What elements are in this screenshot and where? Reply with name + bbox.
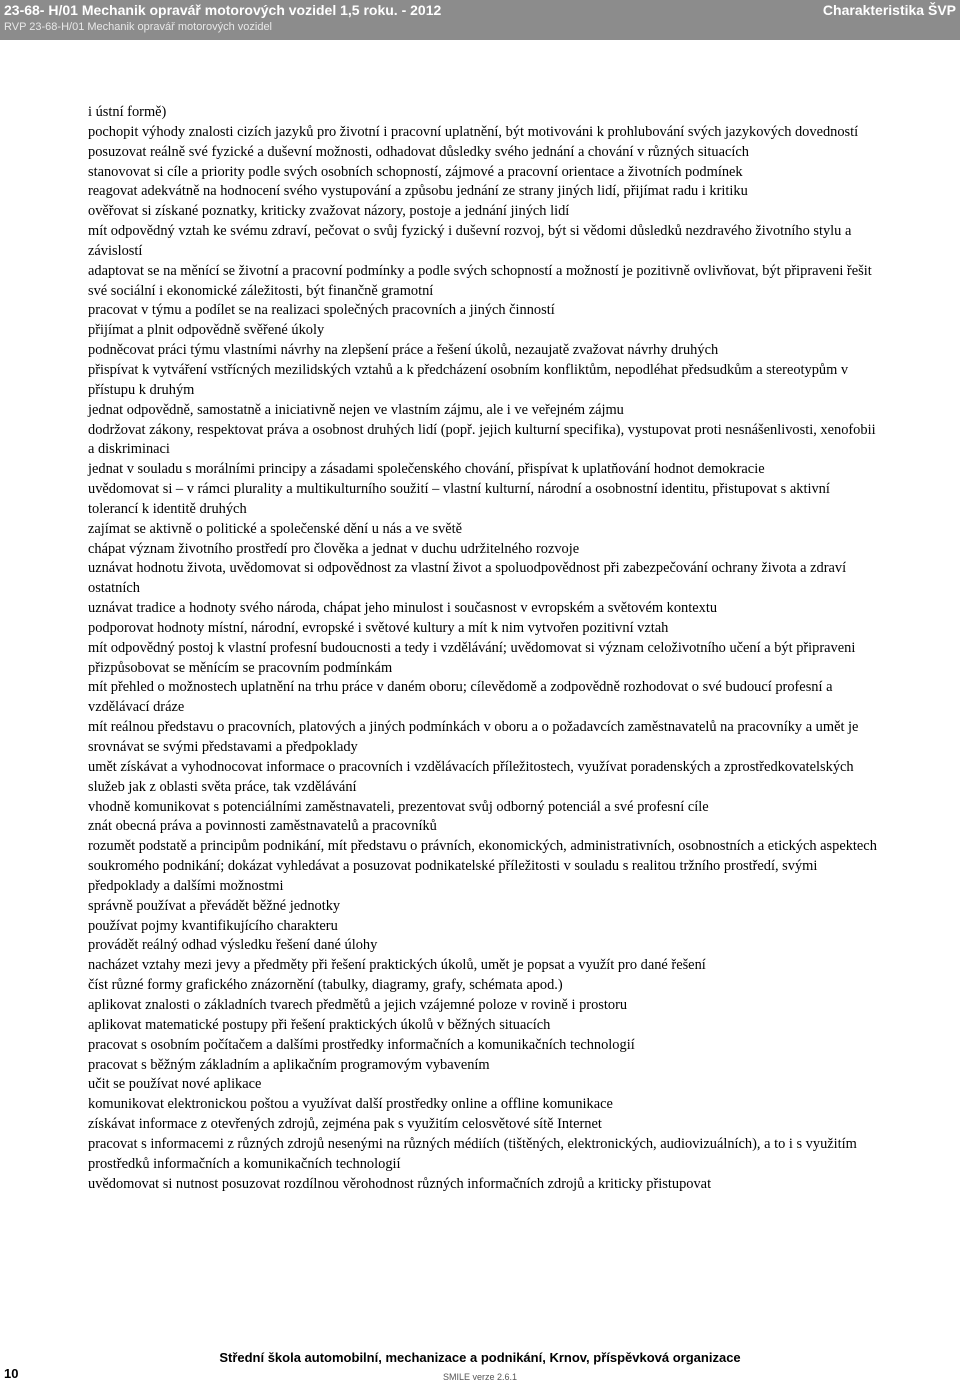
list-item: nacházet vztahy mezi jevy a předměty při řešení praktických úkolů, umět je popsat a využít pro dané řešení <box>88 957 706 974</box>
document-subtitle: RVP 23-68-H/01 Mechanik opravář motorových vozidel <box>4 21 273 33</box>
list-item: posuzovat reálně své fyzické a duševní možnosti, odhadovat důsledky svého jednání a chování v různých situacích <box>88 143 749 160</box>
list-item: přispívat k vytváření vstřícných mezilidských vztahů a k předcházení osobním konfliktům, nepodléhat předsudkům a stereotypům v přístupu k druhým <box>88 361 849 398</box>
list-item: i ústní formě) <box>88 104 167 120</box>
list-item: komunikovat elektronickou poštou a využívat další prostředky online a offline komunikace <box>88 1096 613 1113</box>
page-number: 10 <box>4 1366 19 1381</box>
list-item: uznávat tradice a hodnoty svého národa, chápat jeho minulost i současnost v evropském a světovém kontextu <box>88 600 718 617</box>
list-item: uvědomovat si nutnost posuzovat rozdílnou věrohodnost různých informačních zdrojů a kriticky přistupovat <box>88 1175 712 1192</box>
list-item: mít odpovědný vztah ke svému zdraví, pečovat o svůj fyzický i duševní rozvoj, být si vědomi důsledků nezdravého životního stylu a závislostí <box>88 223 852 259</box>
section-title: Charakteristika ŠVP <box>822 2 956 18</box>
software-version: SMILE verze 2.6.1 <box>442 1372 518 1382</box>
list-item: pracovat s běžným základním a aplikačním programovým vybavením <box>88 1056 490 1073</box>
list-item: rozumět podstatě a principům podnikání, mít představu o právních, ekonomických, administrativních, osobnostních a etických aspektech soukromého podnikání; dokázat vyhledávat a posuzovat podnikatelské příležitosti v souladu s realitou tržního prostředí, svými předpoklady a dalšími možnostmi <box>88 838 877 894</box>
list-item: provádět reálný odhad výsledku řešení dané úlohy <box>88 937 378 954</box>
list-item: správně používat a převádět běžné jednotky <box>88 897 341 914</box>
list-item: aplikovat znalosti o základních tvarech předmětů a jejich vzájemné poloze v rovině i prostoru <box>88 996 628 1013</box>
list-item: podporovat hodnoty místní, národní, evropské i světové kultury a mít k nim vytvořen pozitivní vztah <box>88 619 669 636</box>
list-item: jednat odpovědně, samostatně a iniciativně nejen ve vlastním zájmu, ale i ve veřejném zájmu <box>88 401 624 418</box>
list-item: adaptovat se na měnící se životní a pracovní podmínky a podle svých schopností a možností je pozitivně ovlivňovat, být připraveni řešit své sociální i ekonomické záležitosti, být finančně gramotní <box>88 262 872 299</box>
list-item: znát obecná práva a povinnosti zaměstnavatelů a pracovníků <box>88 818 437 835</box>
list-item: mít přehled o možnostech uplatnění na trhu práce v daném oboru; cílevědomě a zodpovědně rozhodovat o své budoucí profesní a vzdělávací dráze <box>88 679 833 716</box>
list-item: uznávat hodnotu života, uvědomovat si odpovědnost za vlastní život a spoluodpovědnost při zabezpečování ochrany života a zdraví ostatních <box>88 560 847 597</box>
list-item: aplikovat matematické postupy při řešení praktických úkolů v běžných situacích <box>88 1016 551 1033</box>
list-item: pracovat v týmu a podílet se na realizaci společných pracovních a jiných činností <box>88 302 555 319</box>
list-item: stanovovat si cíle a priority podle svých osobních schopností, zájmové a pracovní orientace a životních podmínek <box>88 163 743 180</box>
list-item: používat pojmy kvantifikujícího charakteru <box>88 917 338 934</box>
list-item: uvědomovat si – v rámci plurality a multikulturního soužití – vlastní kulturní, národní a osobnostní identitu, přistupovat s aktivní tolerancí k identitě druhých <box>88 481 830 517</box>
list-item: podněcovat práci týmu vlastními návrhy na zlepšení práce a řešení úkolů, nezaujatě zvažovat návrhy druhých <box>88 342 719 359</box>
list-item: reagovat adekvátně na hodnocení svého vystupování a způsobu jednání ze strany jiných lidí, přijímat radu i kritiku <box>88 183 748 200</box>
list-item: vhodně komunikovat s potenciálními zaměstnavateli, prezentovat svůj odborný potenciál a své profesní cíle <box>88 798 709 815</box>
list-item: učit se používat nové aplikace <box>88 1076 262 1093</box>
competency-list <box>88 103 878 1194</box>
list-item: dodržovat zákony, respektovat práva a osobnost druhých lidí (popř. jejich kulturní specifika), vystupovat proti nesnášenlivosti, xenofobii a diskriminaci <box>88 421 876 458</box>
list-item: chápat význam životního prostředí pro člověka a jednat v duchu udržitelného rozvoje <box>88 540 580 557</box>
school-name: Střední škola automobilní, mechanizace a podnikání, Krnov, příspěvková organizace <box>219 1350 741 1365</box>
list-item: číst různé formy grafického znázornění (tabulky, diagramy, grafy, schémata apod.) <box>88 977 563 994</box>
list-item: ověřovat si získané poznatky, kriticky zvažovat názory, postoje a jednání jiných lidí <box>88 203 570 220</box>
list-item: zajímat se aktivně o politické a společenské dění u nás a ve světě <box>88 520 463 537</box>
list-item: pracovat s osobním počítačem a dalšími prostředky informačních a komunikačních technologií <box>88 1036 635 1053</box>
page-header <box>0 0 960 40</box>
list-item: mít odpovědný postoj k vlastní profesní budoucnosti a tedy i vzdělávání; uvědomovat si význam celoživotního učení a být připraveni přizpůsobovat se měnícím se pracovním podmínkám <box>88 639 856 676</box>
list-item: mít reálnou představu o pracovních, platových a jiných podmínkách v oboru a o požadavcích zaměstnavatelů na pracovníky a umět je srovnávat se svými představami a předpoklady <box>88 719 859 755</box>
list-item: pracovat s informacemi z různých zdrojů nesenými na různých médiích (tištěných, elektronických, audiovizuálních), a to i s využitím prostředků informačních a komunikačních technologií <box>88 1135 857 1172</box>
list-item: získávat informace z otevřených zdrojů, zejména pak s využitím celosvětové sítě Internet <box>88 1116 602 1133</box>
list-item: přijímat a plnit odpovědně svěřené úkoly <box>88 322 325 339</box>
document-title: 23-68- H/01 Mechanik opravář motorových vozidel 1,5 roku. - 2012 <box>4 2 442 18</box>
list-item: pochopit výhody znalosti cizích jazyků pro životní i pracovní uplatnění, být motivováni k prohlubování svých jazykových dovedností <box>88 123 859 140</box>
list-item: umět získávat a vyhodnocovat informace o pracovních i vzdělávacích příležitostech, využívat poradenských a zprostředkovatelských služeb jak z oblasti světa práce, tak vzdělávání <box>88 758 854 795</box>
list-item: jednat v souladu s morálními principy a zásadami společenského chování, přispívat k uplatňování hodnot demokracie <box>88 461 765 478</box>
